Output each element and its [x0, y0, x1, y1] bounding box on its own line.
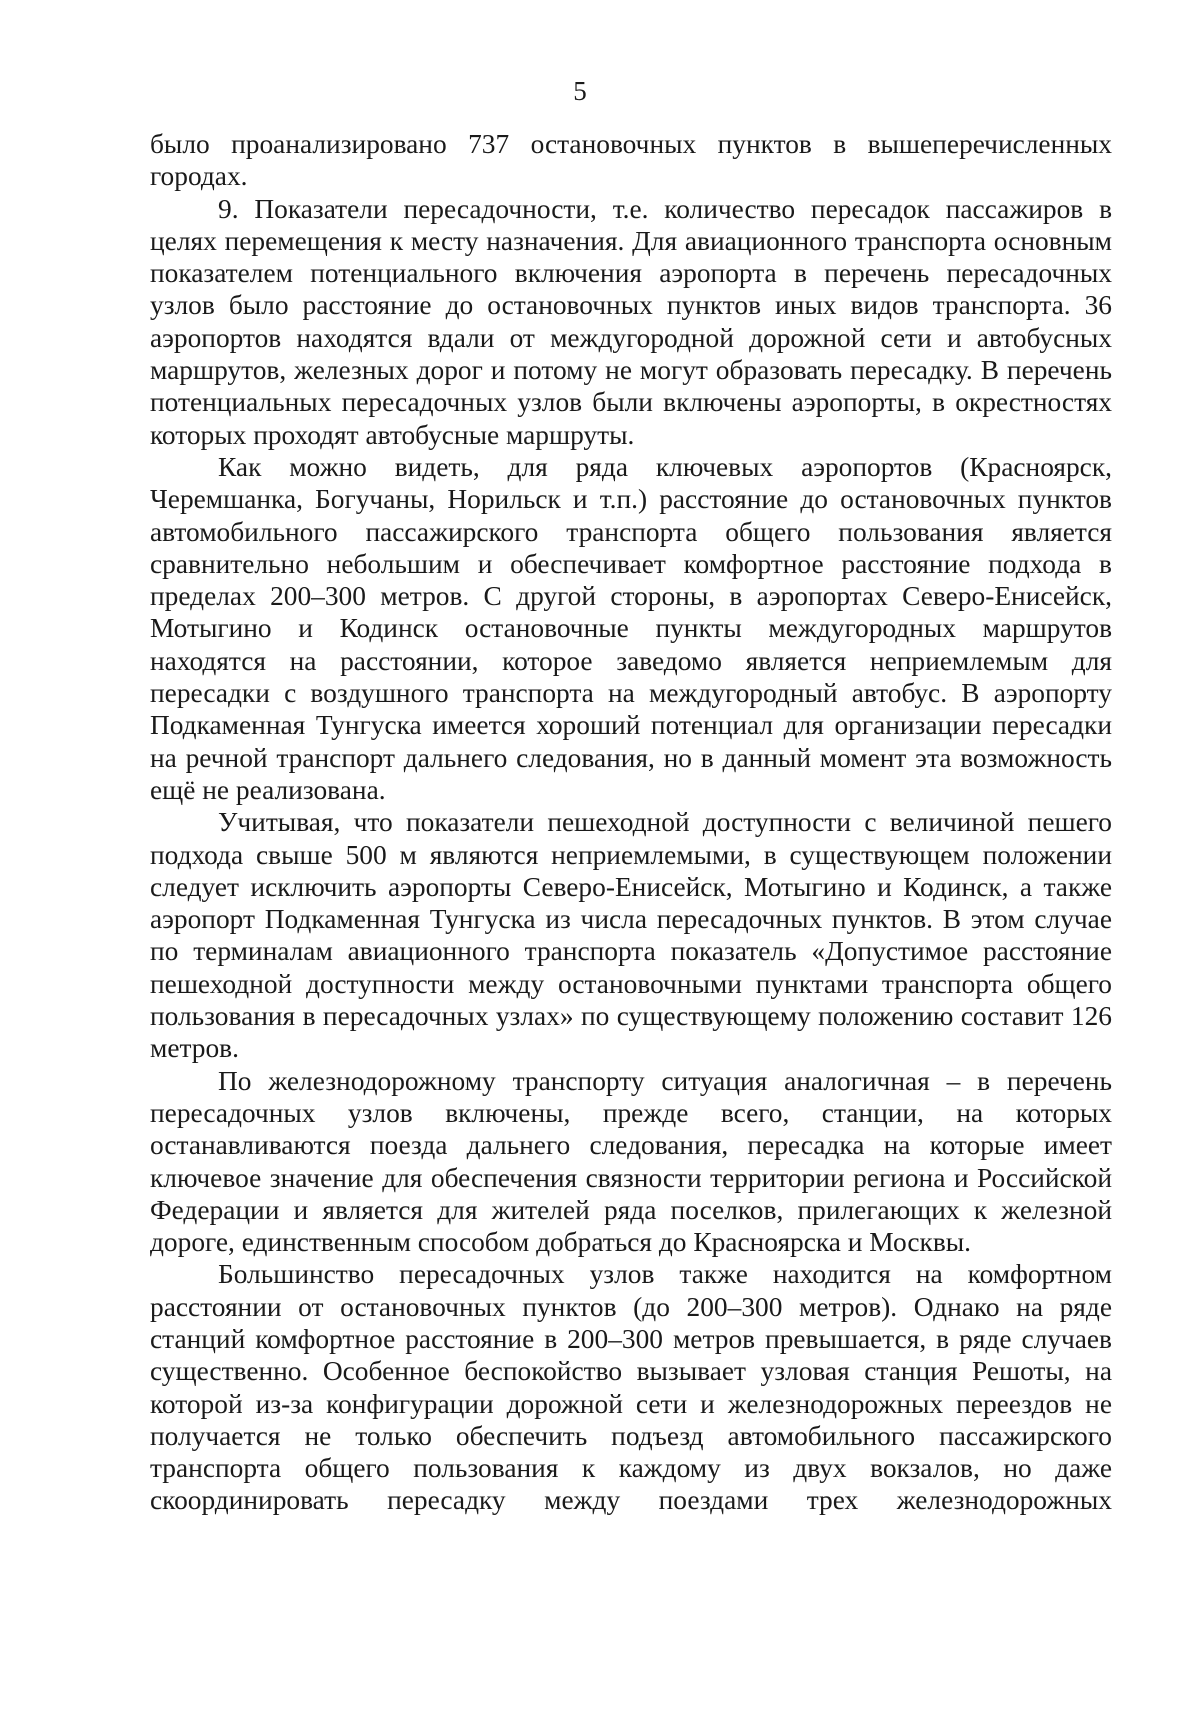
- paragraph-continuation: было проанализировано 737 остановочных пунктов в вышеперечисленных городах.: [150, 129, 1112, 192]
- body-text: [150, 128, 1112, 1517]
- page-number: 5: [573, 76, 587, 106]
- paragraph-transfer-nodes: Большинство пересадочных узлов также находится на комфортном расстоянии от остановочных пунктов (до 200–300 метров). Однако на ряде станций комфортное расстояние в 200–300 метров превышается, в ряде случаев существенно. Особенное беспокойство вызывает узловая станция Решоты, на которой из-за конфигурации дорожной сети и железнодорожных переездов не получается не только обеспечить подъезд автомобильного пассажирского транспорта общего пользования к каждому из двух вокзалов, но даже скоординировать пересадку между поездами трех железнодорожных: [150, 1259, 1112, 1516]
- paragraph-airports-distance: Как можно видеть, для ряда ключевых аэропортов (Красноярск, Черемшанка, Богучаны, Норильск и т.п.) расстояние до остановочных пунктов автомобильного пассажирского транспорта общего пользования является сравнительно небольшим и обеспечивает комфортное расстояние подхода в пределах 200–300 метров. С другой стороны, в аэропортах Северо-Енисейск, Мотыгино и Кодинск остановочные пункты междугородных маршрутов находятся на расстоянии, которое заведомо является неприемлемым для пересадки с воздушного транспорта на междугородный автобус. В аэропорту Подкаменная Тунгуска имеется хороший потенциал для организации пересадки на речной транспорт дальнего следования, но в данный момент эта возможность ещё не реализована.: [150, 451, 1112, 805]
- paragraph-walking-accessibility: Учитывая, что показатели пешеходной доступности с величиной пешего подхода свыше 500 м являются неприемлемыми, в существующем положении следует исключить аэропорты Северо-Енисейск, Мотыгино и Кодинск, а также аэропорт Подкаменная Тунгуска из числа пересадочных пунктов. В этом случае по терминалам авиационного транспорта показатель «Допустимое расстояние пешеходной доступности между остановочными пунктами транспорта общего пользования в пересадочных узлах» по существующему положению составит 126 метров.: [150, 807, 1112, 1064]
- paragraph-transfer-indicators: 9. Показатели пересадочности, т.е. количество пересадок пассажиров в целях перемещения к месту назначения. Для авиационного транспорта основным показателем потенциального включения аэропорта в перечень пересадочных узлов было расстояние до остановочных пунктов иных видов транспорта. 36 аэропортов находятся вдали от междугородной дорожной сети и автобусных маршрутов, железных дорог и потому не могут образовать пересадку. В перечень потенциальных пересадочных узлов были включены аэропорты, в окрестностях которых проходят автобусные маршруты.: [150, 193, 1112, 450]
- paragraph-railway-transport: По железнодорожному транспорту ситуация аналогичная – в перечень пересадочных узлов включены, прежде всего, станции, на которых останавливаются поезда дальнего следования, пересадка на которые имеет ключевое значение для обеспечения связности территории региона и Российской Федерации и является для жителей ряда поселков, прилегающих к железной дороге, единственным способом добраться до Красноярска и Москвы.: [150, 1065, 1112, 1258]
